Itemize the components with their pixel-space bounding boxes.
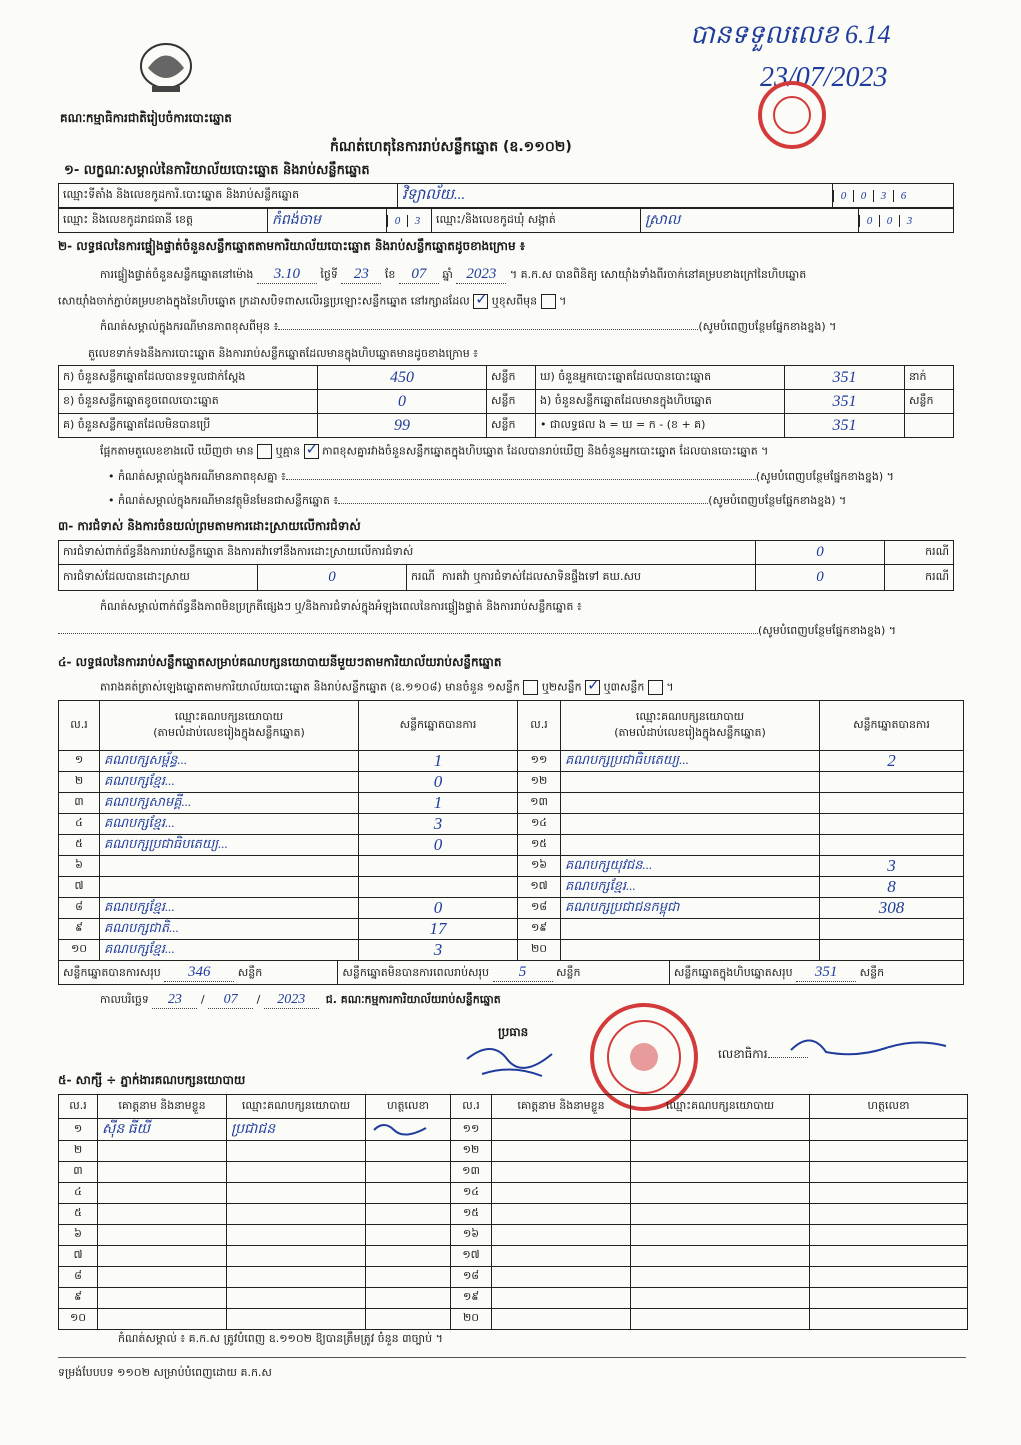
count-value: 450 — [318, 366, 487, 390]
table-row — [59, 898, 964, 919]
witness-signature — [366, 1162, 451, 1183]
party-name: គណបក្សសម្ព័ន្ធ... — [100, 751, 359, 772]
witness-party — [227, 1204, 366, 1225]
party-name: គណបក្សខ្មែរ... — [100, 898, 359, 919]
count-value: 99 — [318, 414, 487, 438]
month-value: 07 — [399, 266, 439, 284]
commune-name: ស្រាល — [641, 209, 859, 233]
witness-row: ១ ស៊ីន ធីយី ប្រជាជន ១១ — [59, 1119, 968, 1141]
party-name: គណបក្សសាមគ្គី... — [100, 793, 359, 814]
difference-note: កំណត់សម្គាល់ក្នុងករណីមានភាពខុសពីមុន ៖ (សូមបំពេញបន្ថែមផ្នែកខាងខ្នង) ។ — [100, 320, 837, 333]
chair-label: ប្រធាន — [498, 1025, 529, 1039]
objections-table: ការជំទាស់ពាក់ព័ន្ធនឹងការរាប់សន្លឹកឆ្នោត និងការតវ៉ាទៅនឹងការដោះស្រាយលើការជំទាស់ 0 ករណី ការជំទាស់ដែលបានដោះស្រាយ 0 ករណី ការតវ៉ា ឬការជំទាស់ដែលសាទិនផ្ទឹងទៅ គឃ.សប 0 ករណី — [58, 540, 954, 591]
three-sheet-checkbox[interactable] — [648, 680, 663, 695]
witness-row: ៩ ១៩ — [59, 1288, 968, 1309]
section4-heading: ៤- លទ្ធផលនៃការរាប់សន្លឹកឆ្នោតសម្រាប់គណបក្សនយោបាយនីមួយៗតាមការិយាល័យរាប់សន្លឹកឆ្នោត — [58, 655, 502, 669]
section3-note: កំណត់សម្គាល់ពាក់ព័ន្ធនឹងភាពមិនប្រក្រតីផ្សេងៗ ឬ/និងការជំទាស់ក្នុងអំឡុងពេលនៃការផ្ទៀងផ្ទាត់ និងការរាប់សន្លឹកឆ្នោត ៖ — [100, 600, 582, 613]
party-votes: 3 — [359, 940, 518, 961]
witness-name — [98, 1309, 227, 1330]
party-name: គណបក្សប្រជាជនកម្ពុជា — [561, 898, 820, 919]
commune-code: 0 0 3 — [859, 209, 954, 233]
party-votes — [820, 793, 964, 814]
chair-signature-icon — [462, 1034, 562, 1084]
row-number: ១ — [59, 751, 100, 772]
office-name: វិទ្យាល័យ... — [398, 184, 833, 208]
counts-intro: តួលេខទាក់ទងនឹងការបោះឆ្នោត និងការរាប់សន្លឹកឆ្នោតដែលមានក្នុងហិបឆ្នោតមានដូចខាងក្រោម ៖ — [88, 347, 479, 360]
party-name — [561, 919, 820, 940]
row-number: ១៩ — [518, 919, 561, 940]
party-name: គណបក្សខ្មែរ... — [561, 877, 820, 898]
appeal-value: 0 — [756, 565, 885, 591]
party-name: គណបក្សខ្មែរ... — [100, 940, 359, 961]
row-number: ៤ — [59, 814, 100, 835]
count-label: គ) ចំនួនសន្លឹកឆ្នោតដែលមិនបានប្រើ — [59, 414, 318, 438]
intact-checkbox[interactable] — [473, 294, 488, 309]
party-votes: 3 — [820, 856, 964, 877]
counts-row: គ) ចំនួនសន្លឹកឆ្នោតដែលមិនបានប្រើ 99 សន្លឹក • ជាលទ្ធផល ង = ឃ = ក - (ខ + គ) 351 — [59, 414, 954, 438]
witness-signature — [366, 1225, 451, 1246]
section5-heading: ៥- សាក្សី ÷ ភ្នាក់ងារគណបក្សនយោបាយ — [58, 1073, 246, 1087]
row-number: ៩ — [59, 919, 100, 940]
table-row — [59, 814, 964, 835]
valid-total: 346 — [164, 964, 234, 982]
witness-row: ៧ ១៧ — [59, 1246, 968, 1267]
party-votes: 1 — [359, 751, 518, 772]
office-label: ឈ្មោះទីតាំង និងលេខកូដការិ.បោះឆ្នោត និងរាប់សន្លឹកឆ្នោត — [59, 184, 398, 208]
witness-name — [98, 1267, 227, 1288]
damaged-checkbox[interactable] — [541, 294, 556, 309]
form-note: ទម្រង់បែបបទ ១១០២ សម្រាប់បំពេញដោយ គ.ក.ស — [58, 1366, 272, 1379]
invalid-total: 5 — [493, 964, 553, 982]
section2-heading: ២- លទ្ធផលនៃការផ្ទៀងផ្ទាត់ចំនួនសន្លឹកឆ្នោតតាមការិយាល័យបោះឆ្នោត និងរាប់សន្លឹកឆ្នោតដូចខាងក្រោម ៖ — [58, 239, 526, 253]
counts-row: ក) ចំនួនសន្លឹកឆ្នោតដែលបានទទួលជាក់ស្តែង 450 សន្លឹក ឃ) ចំនួនអ្នកបោះឆ្នោតដែលបានបោះឆ្នោត 351 នាក់ — [59, 366, 954, 390]
witness-party — [227, 1246, 366, 1267]
party-votes: 0 — [359, 898, 518, 919]
count-label: ឃ) ចំនួនអ្នកបោះឆ្នោតដែលបានបោះឆ្នោត — [536, 366, 785, 390]
witness-row: ៦ ១៦ — [59, 1225, 968, 1246]
witness-name: ស៊ីន ធីយី — [98, 1119, 227, 1141]
witness-name — [98, 1246, 227, 1267]
row-number: ៦ — [59, 856, 100, 877]
section1-table-row2 — [58, 208, 954, 233]
commune-label: ឈ្មោះ/និងលេខកូដឃុំ សង្កាត់ — [432, 209, 641, 233]
table-row — [59, 793, 964, 814]
party-name — [100, 856, 359, 877]
party-votes — [820, 772, 964, 793]
party-votes — [359, 877, 518, 898]
section1-table — [58, 183, 954, 208]
count-value: 0 — [318, 390, 487, 414]
committee-name: គណៈកម្មាធិការជាតិរៀបចំការបោះឆ្នោត — [60, 111, 232, 125]
party-votes: 308 — [820, 898, 964, 919]
row-number: ២០ — [518, 940, 561, 961]
party-votes: 17 — [359, 919, 518, 940]
witness-name — [98, 1288, 227, 1309]
count-value: 351 — [785, 390, 905, 414]
party-name: គណបក្សខ្មែរ... — [100, 772, 359, 793]
table-row — [59, 877, 964, 898]
witness-name — [98, 1225, 227, 1246]
footer-note: កំណត់សម្គាល់ ៖ គ.ក.ស ត្រូវបំពេញ ឧ.១១០២ ឱ្យបានត្រឹមត្រូវ ចំនួន ៣ច្បាប់ ។ — [118, 1332, 443, 1345]
witness-signature-icon — [370, 1120, 430, 1136]
nec-emblem-icon — [138, 38, 194, 98]
witness-signature — [366, 1141, 451, 1162]
verification-line: ការផ្ទៀងផ្ទាត់ចំនួនសន្លឹកឆ្នោតនៅម៉ោង 3.10 ថ្ងៃទី 23 ខែ 07 ឆ្នាំ 2023 ។ គ.ក.ស បានពិនិត្យ សោយ៉ាំងទាំងពីរចាក់នៅគម្របខាងក្រៅនៃហិបឆ្នោត — [100, 266, 807, 282]
counts-row: ខ) ចំនួនសន្លឹកឆ្នោតខូចពេលបោះឆ្នោត 0 សន្លឹក ង) ចំនួនសន្លឹកឆ្នោតដែលមានក្នុងហិបឆ្នោត 351 សន្លឹក — [59, 390, 954, 414]
table-row — [59, 751, 964, 772]
count-label: • ជាលទ្ធផល ង = ឃ = ក - (ខ + គ) — [536, 414, 785, 438]
row-number: ១៣ — [518, 793, 561, 814]
witness-row: ៤ ១៤ — [59, 1183, 968, 1204]
sheet-count-line: តារាងគត់ត្រាស់ឡេងឆ្នោតតាមការិយាល័យបោះឆ្នោត និងរាប់សន្លឹកឆ្នោត (ឧ.១១០៨) មានចំនួន ១សន្លឹក ឬ២សន្លឹក ✓ ឬ៣សន្លឹក ។ — [100, 680, 674, 697]
province-label: ឈ្មោះ និងលេខកូដរាជធានី ខេត្ត — [59, 209, 268, 233]
count-label: ក) ចំនួនសន្លឹកឆ្នោតដែលបានទទួលជាក់ស្តែង — [59, 366, 318, 390]
party-name — [561, 940, 820, 961]
totals-table: សន្លឹកឆ្នោតបានការសរុប 346 សន្លឹក សន្លឹកឆ្នោតមិនបានការពេលរាប់សរុប 5 សន្លឹក សន្លឹកឆ្នោតក្នុងហិបឆ្នោតសរុប 351 សន្លឹក — [58, 960, 964, 985]
bullet1: • កំណត់សម្គាល់ក្នុងករណីមានភាពខុសគ្នា ៖ (សូមបំពេញបន្ថែមផ្នែកខាងខ្នង) ។ — [108, 470, 894, 483]
witness-name — [98, 1204, 227, 1225]
row-number: ១៦ — [518, 856, 561, 877]
witness-party — [227, 1225, 366, 1246]
two-sheet-checkbox[interactable] — [585, 680, 600, 695]
party-votes — [820, 940, 964, 961]
one-sheet-checkbox[interactable] — [523, 680, 538, 695]
secretary-signature-icon — [786, 1030, 956, 1064]
count-label: ង) ចំនួនសន្លឹកឆ្នោតដែលមានក្នុងហិបឆ្នោត — [536, 390, 785, 414]
party-name: គណបក្សប្រជាធិបតេយ្យ... — [100, 835, 359, 856]
section3-note-line: (សូមបំពេញបន្ថែមផ្នែកខាងខ្នង) ។ — [58, 624, 896, 640]
party-votes: 8 — [820, 877, 964, 898]
party-name — [561, 772, 820, 793]
party-votes: 0 — [359, 772, 518, 793]
day-value: 23 — [341, 266, 381, 284]
resolved-label: ការជំទាស់ដែលបានដោះស្រាយ — [59, 565, 258, 591]
party-name — [561, 793, 820, 814]
witness-row: ១០ ២០ — [59, 1309, 968, 1330]
witness-signature — [366, 1288, 451, 1309]
table-row — [59, 940, 964, 961]
year-value: 2023 — [456, 266, 506, 284]
witness-signature — [366, 1267, 451, 1288]
row-number: ៥ — [59, 835, 100, 856]
party-votes — [820, 919, 964, 940]
party-votes: 2 — [820, 751, 964, 772]
resolved-value: 0 — [258, 565, 407, 591]
witness-row: ៣ ១៣ — [59, 1162, 968, 1183]
party-name: គណបក្សយុវជន... — [561, 856, 820, 877]
row-number: ៣ — [59, 793, 100, 814]
objections-value: 0 — [756, 541, 885, 565]
witness-signature — [366, 1204, 451, 1225]
sign-date-line: កាលបរិច្ឆេទ 23 / 07 / 2023 ជ. គណៈកម្មការការិយាល័យរាប់សន្លឹកឆ្នោត — [100, 992, 501, 1007]
form-title: កំណត់ហេតុនៃការរាប់សន្លឹកឆ្នោត (ឧ.១១០២) — [330, 139, 572, 155]
witness-table: ល.រ គោត្តនាម និងនាមខ្លួន ឈ្មោះគណបក្សនយោបាយ ហត្ថលេខា ល.រ គោត្តនាម និងនាមខ្លួន ឈ្មោះគណបក្សនយោបាយ ហត្ថលេខា ១ ស៊ីន ធីយី ប្រជាជន ១១ ២ ១២ ៣ ១៣ ៤ ១៤ ៥ ១៥ ៦ ១៦ ៧ ១៧ ៨ ១៨ ៩ ១៩ ១០ ២០ — [58, 1094, 968, 1330]
count-label: ខ) ចំនួនសន្លឹកឆ្នោតខូចពេលបោះឆ្នោត — [59, 390, 318, 414]
witness-party — [227, 1141, 366, 1162]
appeal-label: ការតវ៉ា ឬការជំទាស់ដែលសាទិនផ្ទឹងទៅ គឃ.សប — [441, 569, 641, 583]
party-name — [561, 835, 820, 856]
row-number: ១០ — [59, 940, 100, 961]
witness-party — [227, 1288, 366, 1309]
receipt-date: 23/07/2023 — [760, 62, 888, 93]
witness-signature — [366, 1183, 451, 1204]
row-number: ១១ — [518, 751, 561, 772]
table-row — [59, 772, 964, 793]
compare-line: ផ្អែកតាមតួលេខខាងលើ ឃើញថា មាន ឬគ្មាន ✓ ភាពខុសគ្នារវាងចំនួនសន្លឹកឆ្នោតក្នុងហិបឆ្នោត ដែលបានរាប់ឃើញ និងចំនួនអ្នកបោះឆ្នោត ដែលបានបោះឆ្នោត ។ — [100, 444, 768, 461]
section1-heading: ១- លក្ខណៈសម្គាល់នៃការិយាល័យបោះឆ្នោត និងរាប់សន្លឹកឆ្នោត — [64, 163, 370, 178]
witness-party — [227, 1309, 366, 1330]
witness-name — [98, 1183, 227, 1204]
witness-signature — [366, 1119, 451, 1141]
row-number: ១៥ — [518, 835, 561, 856]
section3-heading: ៣- ការជំទាស់ និងការចំនយល់ព្រមតាមការដោះស្រាយលើការជំទាស់ — [58, 519, 361, 533]
row-number: ៨ — [59, 898, 100, 919]
no-difference-checkbox[interactable] — [304, 444, 319, 459]
row-number: ១៨ — [518, 898, 561, 919]
party-votes: 0 — [359, 835, 518, 856]
objections-label: ការជំទាស់ពាក់ព័ន្ធនឹងការរាប់សន្លឹកឆ្នោត និងការតវ៉ាទៅនឹងការដោះស្រាយលើការជំទាស់ — [59, 541, 756, 565]
count-value: 351 — [785, 414, 905, 438]
secretary-label: លេខាធិការ — [718, 1046, 808, 1064]
witness-party: ប្រជាជន — [227, 1119, 366, 1141]
seal-line: សោយ៉ាំងចាក់ភ្ជាប់គម្របខាងក្នុងនៃហិបឆ្នោត ក្រដាសបិទពាសលើរន្ធប្រឡោះសន្លឹកឆ្នោត នៅរក្សាដដែល ✓ ឬខុសពីមុន ។ — [58, 294, 566, 311]
party-name — [100, 877, 359, 898]
province-name: កំពង់ចាម — [268, 209, 387, 233]
box-total: 351 — [796, 964, 856, 982]
witness-row: ៥ ១៥ — [59, 1204, 968, 1225]
row-number: ១២ — [518, 772, 561, 793]
row-number: ៧ — [59, 877, 100, 898]
party-votes: 1 — [359, 793, 518, 814]
office-code: 0 0 3 6 — [833, 184, 954, 208]
table-row — [59, 919, 964, 940]
witness-party — [227, 1267, 366, 1288]
party-votes — [359, 856, 518, 877]
witness-row: ៨ ១៨ — [59, 1267, 968, 1288]
bullet2: • កំណត់សម្គាល់ក្នុងករណីមានវត្ថុមិនមែនជាសន្លឹកឆ្នោត ៖ (សូមបំពេញបន្ថែមផ្នែកខាងខ្នង) ។ — [108, 494, 847, 507]
official-stamp-icon — [752, 80, 832, 150]
party-votes — [820, 835, 964, 856]
party-votes — [820, 814, 964, 835]
receipt-note: បានទទួលលេខ 6.14 — [690, 20, 891, 49]
results-table: ល.រ ឈ្មោះគណបក្សនយោបាយ (តាមលំដាប់លេខរៀងក្នុងសន្លឹកឆ្នោត) សន្លឹកឆ្នោតបានការ ល.រ ឈ្មោះគណបក្សនយោបាយ (តាមលំដាប់លេខរៀងក្នុងសន្លឹកឆ្នោត) សន្លឹកឆ្នោតបានការ ១ គណបក្សសម្ព័ន្ធ... 1 ១១ គណបក្សប្រជាធិបតេយ្យ... 2 ២ គណបក្សខ្មែរ... 0 ១២ ៣ គណបក្សសាមគ្គី... 1 ១៣ ៤ គណបក្សខ្មែរ... 3 ១៤ ៥ គណបក្សប្រជាធិបតេយ្យ... 0 ១៥ ៦ ១៦ គណបក្សយុវជន... 3 ៧ ១៧ គណបក្សខ្មែរ... 8 ៨ គណបក្សខ្មែរ... 0 ១៨ គណបក្សប្រជាជនកម្ពុជា 308 ៩ គណបក្សជាតិ... 17 ១៩ ១០ គណបក្សខ្មែរ... 3 ២០ — [58, 700, 964, 961]
count-value: 351 — [785, 366, 905, 390]
witness-signature — [366, 1246, 451, 1267]
row-number: ១៧ — [518, 877, 561, 898]
party-name: គណបក្សជាតិ... — [100, 919, 359, 940]
table-row — [59, 856, 964, 877]
witness-name — [98, 1162, 227, 1183]
time-value: 3.10 — [257, 266, 317, 284]
witness-signature — [366, 1309, 451, 1330]
row-number: ១៤ — [518, 814, 561, 835]
counts-table — [58, 365, 954, 438]
has-difference-checkbox[interactable] — [257, 444, 272, 459]
witness-party — [227, 1183, 366, 1204]
party-votes: 3 — [359, 814, 518, 835]
party-name: គណបក្សខ្មែរ... — [100, 814, 359, 835]
party-name: គណបក្សប្រជាធិបតេយ្យ... — [561, 751, 820, 772]
party-name — [561, 814, 820, 835]
witness-row: ២ ១២ — [59, 1141, 968, 1162]
table-row — [59, 835, 964, 856]
footer-divider — [58, 1357, 966, 1358]
witness-name — [98, 1141, 227, 1162]
province-code: 0 3 — [387, 209, 432, 233]
row-number: ២ — [59, 772, 100, 793]
witness-party — [227, 1162, 366, 1183]
